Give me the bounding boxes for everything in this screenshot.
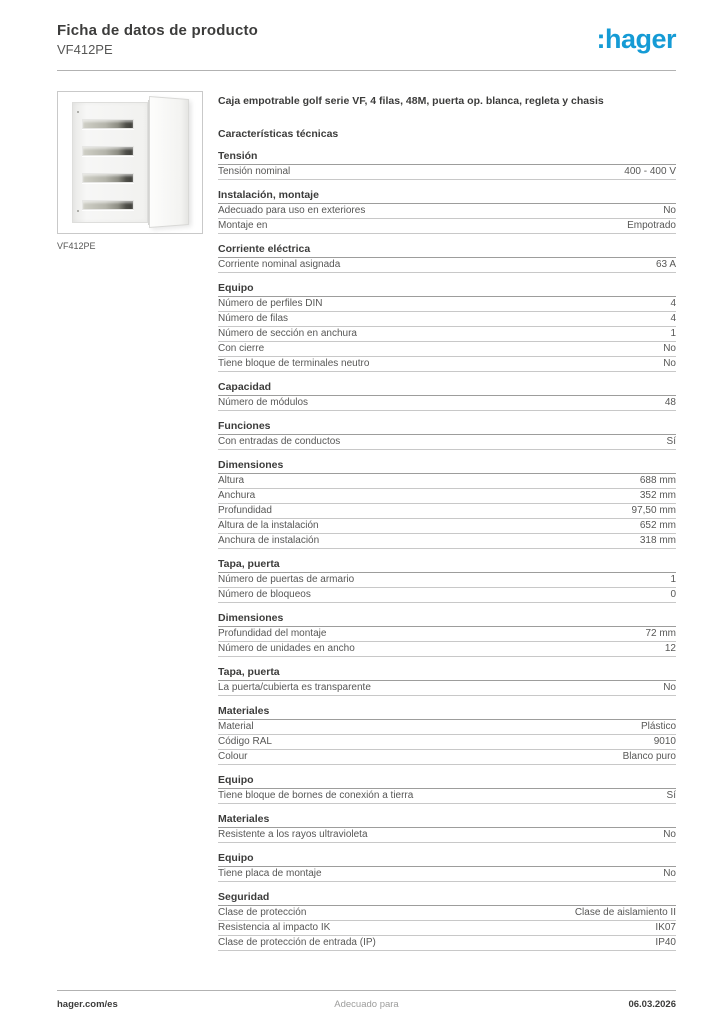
hager-logo: :hager [596, 24, 676, 54]
spec-label: Número de puertas de armario [218, 574, 355, 586]
spec-section-title: Tensión [218, 150, 676, 165]
spec-label: Resistencia al impacto IK [218, 922, 331, 934]
spec-row [218, 750, 676, 765]
spec-value: 63 A [655, 259, 676, 271]
spec-section-title: Instalación, montaje [218, 189, 676, 204]
spec-row [218, 357, 676, 372]
spec-label: Profundidad del montaje [218, 628, 327, 640]
spec-label: Número de sección en anchura [218, 328, 357, 340]
spec-label: Corriente nominal asignada [218, 259, 341, 271]
spec-sections [218, 150, 676, 951]
spec-section [218, 282, 676, 372]
spec-label: Tiene bloque de terminales neutro [218, 358, 370, 370]
spec-section [218, 891, 676, 951]
spec-value: 97,50 mm [631, 505, 676, 517]
din-rail [82, 200, 134, 210]
spec-row [218, 474, 676, 489]
spec-value: 652 mm [639, 520, 676, 532]
spec-row [218, 342, 676, 357]
spec-section [218, 705, 676, 765]
spec-row [218, 165, 676, 180]
spec-label: Material [218, 721, 254, 733]
spec-value: Clase de aislamiento II [574, 907, 676, 919]
footer-website: hager.com/es [57, 999, 118, 1010]
spec-row [218, 519, 676, 534]
spec-value: 318 mm [639, 535, 676, 547]
spec-label: Anchura de instalación [218, 535, 320, 547]
spec-section-title: Funciones [218, 420, 676, 435]
spec-label: Número de perfiles DIN [218, 298, 323, 310]
spec-section [218, 813, 676, 843]
spec-section-title: Equipo [218, 282, 676, 297]
spec-value: 12 [664, 643, 676, 655]
spec-label: Número de módulos [218, 397, 309, 409]
spec-row [218, 720, 676, 735]
spec-value: Empotrado [627, 220, 676, 232]
spec-row [218, 789, 676, 804]
spec-row [218, 828, 676, 843]
spec-label: Clase de protección [218, 907, 307, 919]
spec-label: Tensión nominal [218, 166, 291, 178]
footer-divider [57, 990, 676, 991]
header [0, 0, 724, 58]
spec-section [218, 189, 676, 234]
spec-row [218, 396, 676, 411]
product-image [57, 91, 203, 234]
footer [57, 990, 676, 1010]
spec-row [218, 258, 676, 273]
spec-value: IP40 [655, 937, 676, 949]
spec-value: Sí [666, 790, 676, 802]
spec-section [218, 666, 676, 696]
spec-label: Con cierre [218, 343, 265, 355]
spec-value: 9010 [653, 736, 676, 748]
spec-column [218, 91, 676, 951]
spec-value: Blanco puro [622, 751, 676, 763]
spec-label: Código RAL [218, 736, 272, 748]
spec-section-title: Materiales [218, 813, 676, 828]
spec-row [218, 642, 676, 657]
spec-row [218, 627, 676, 642]
spec-label: Anchura [218, 490, 256, 502]
enclosure-back-panel [72, 102, 148, 223]
spec-section-title: Capacidad [218, 381, 676, 396]
spec-row [218, 204, 676, 219]
spec-row [218, 588, 676, 603]
main-content [0, 71, 724, 951]
spec-row [218, 504, 676, 519]
spec-value: No [663, 343, 676, 355]
spec-value: 48 [664, 397, 676, 409]
spec-value: 352 mm [639, 490, 676, 502]
tech-characteristics-heading: Características técnicas [218, 127, 339, 140]
din-rail [82, 173, 134, 183]
din-rail [82, 119, 134, 129]
spec-label: Clase de protección de entrada (IP) [218, 937, 376, 949]
spec-label: Resistente a los rayos ultravioleta [218, 829, 368, 841]
screw-icon [77, 111, 79, 113]
spec-section [218, 558, 676, 603]
spec-section [218, 420, 676, 450]
spec-label: Montaje en [218, 220, 268, 232]
spec-section [218, 243, 676, 273]
spec-value: Plástico [640, 721, 676, 733]
spec-section-title: Seguridad [218, 891, 676, 906]
spec-label: Profundidad [218, 505, 272, 517]
spec-label: Tiene bloque de bornes de conexión a tierra [218, 790, 414, 802]
spec-label: La puerta/cubierta es transparente [218, 682, 371, 694]
spec-row [218, 936, 676, 951]
spec-row [218, 297, 676, 312]
spec-section-title: Tapa, puerta [218, 666, 676, 681]
spec-label: Con entradas de conductos [218, 436, 341, 448]
spec-row [218, 867, 676, 882]
spec-value: No [663, 205, 676, 217]
spec-label: Número de bloqueos [218, 589, 311, 601]
spec-label: Altura [218, 475, 245, 487]
spec-row [218, 735, 676, 750]
spec-row [218, 681, 676, 696]
spec-label: Colour [218, 751, 248, 763]
spec-section-title: Equipo [218, 774, 676, 789]
spec-section [218, 459, 676, 549]
spec-value: 4 [670, 298, 676, 310]
spec-row [218, 906, 676, 921]
spec-value: 1 [670, 574, 676, 586]
product-code: VF412PE [57, 42, 113, 57]
spec-row [218, 435, 676, 450]
spec-row [218, 921, 676, 936]
spec-section-title: Corriente eléctrica [218, 243, 676, 258]
enclosure-door [149, 96, 189, 228]
spec-label: Adecuado para uso en exteriores [218, 205, 366, 217]
spec-section-title: Dimensiones [218, 459, 676, 474]
spec-label: Altura de la instalación [218, 520, 319, 532]
spec-row [218, 573, 676, 588]
spec-section-title: Equipo [218, 852, 676, 867]
product-image-column [57, 91, 203, 251]
spec-section-title: Dimensiones [218, 612, 676, 627]
spec-row [218, 312, 676, 327]
spec-value: 1 [670, 328, 676, 340]
din-rail [82, 146, 134, 156]
spec-label: Tiene placa de montaje [218, 868, 322, 880]
spec-label: Número de filas [218, 313, 289, 325]
spec-row [218, 219, 676, 234]
spec-label: Número de unidades en ancho [218, 643, 355, 655]
spec-value: 0 [670, 589, 676, 601]
page-title: Ficha de datos de producto [57, 22, 259, 39]
footer-center-text: Adecuado para [334, 999, 399, 1010]
spec-section [218, 150, 676, 180]
product-description: Caja empotrable golf serie VF, 4 filas, 48M, puerta op. blanca, regleta y chasis [218, 94, 604, 107]
spec-section [218, 612, 676, 657]
footer-row [57, 999, 676, 1010]
spec-value: 400 - 400 V [624, 166, 676, 178]
spec-value: No [663, 829, 676, 841]
spec-value: Sí [666, 436, 676, 448]
spec-value: No [663, 358, 676, 370]
spec-section [218, 852, 676, 882]
spec-value: 688 mm [639, 475, 676, 487]
spec-value: 4 [670, 313, 676, 325]
spec-value: 72 mm [645, 628, 676, 640]
spec-section [218, 774, 676, 804]
spec-value: IK07 [655, 922, 676, 934]
header-titles [57, 22, 258, 58]
spec-section [218, 381, 676, 411]
spec-row [218, 327, 676, 342]
screw-icon [77, 210, 79, 212]
spec-section-title: Materiales [218, 705, 676, 720]
spec-row [218, 534, 676, 549]
spec-row [218, 489, 676, 504]
spec-value: No [663, 682, 676, 694]
spec-value: No [663, 868, 676, 880]
footer-date: 06.03.2026 [628, 999, 676, 1010]
product-image-caption: VF412PE [57, 240, 96, 251]
spec-section-title: Tapa, puerta [218, 558, 676, 573]
